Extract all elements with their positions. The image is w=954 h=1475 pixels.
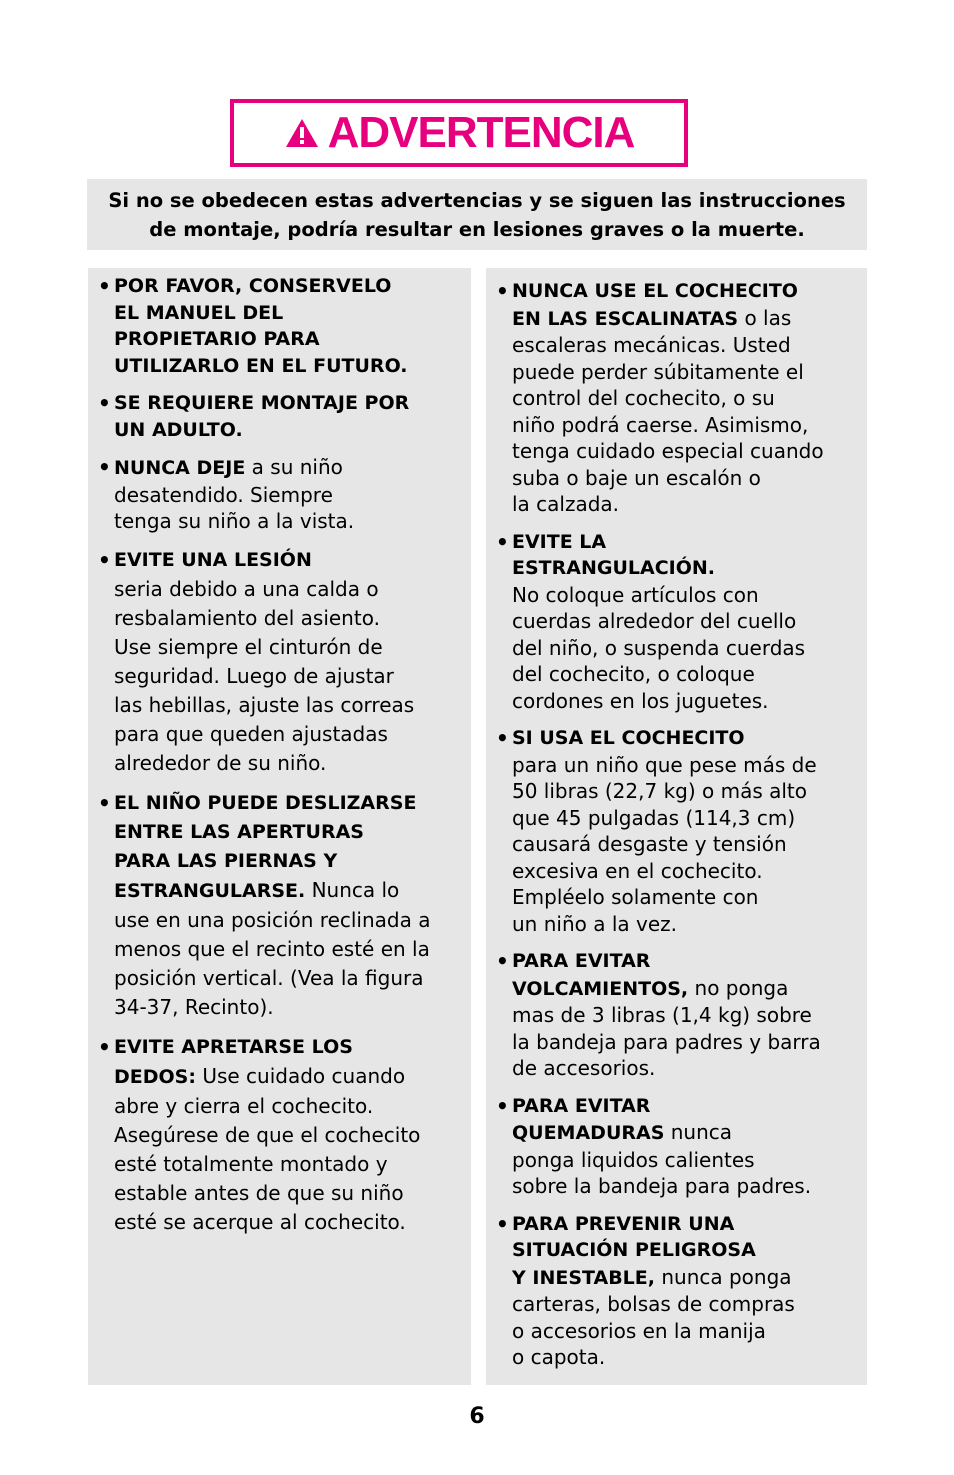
item-text: un niño a la vez. <box>512 911 677 936</box>
item-text: Empléelo solamente con <box>512 885 759 909</box>
warning-item-avoid-injury <box>98 546 459 778</box>
bullet: • <box>496 1093 509 1118</box>
warning-item-tipping <box>496 948 855 1082</box>
item-text: del niño, o suspenda cuerdas <box>512 635 806 660</box>
item-heading: ENTRE LAS APERTURAS <box>114 820 364 843</box>
item-heading: SE REQUIERE MONTAJE POR <box>114 392 410 414</box>
intro-line: Si no se obedecen estas advertencias y se siguen las instrucciones <box>108 189 846 212</box>
warning-item-weight-limit <box>496 725 855 937</box>
item-text: tenga cuidado especial cuando <box>512 439 824 463</box>
item-text: posición vertical. (Vea la figura <box>114 965 424 990</box>
item-text: menos que el recinto esté en la <box>114 936 430 961</box>
item-heading: EN LAS ESCALINATAS <box>512 307 739 330</box>
item-line <box>512 1119 855 1147</box>
item-text: control del cochecito, o su <box>512 386 775 410</box>
item-heading: PROPIETARIO PARA <box>114 328 320 350</box>
item-text: desatendido. Siempre <box>114 482 333 507</box>
item-heading: SI USA EL COCHECITO <box>512 727 745 749</box>
item-text: resbalamiento del asiento. <box>114 605 380 630</box>
warning-item-adult-assembly <box>98 390 459 443</box>
item-heading: EVITE APRETARSE LOS <box>114 1035 353 1058</box>
item-text: puede perder súbitamente el <box>512 359 804 384</box>
bullet: • <box>98 391 111 415</box>
item-text: esté totalmente montado y <box>114 1151 388 1176</box>
item-text: suba o baje un escalón o <box>512 465 761 490</box>
item-heading: EL MANUEL DEL <box>114 301 284 324</box>
item-text: tenga su niño a la vista. <box>114 509 355 533</box>
item-heading: SITUACIÓN PELIGROSA <box>512 1239 756 1261</box>
item-text: del cochecito, o coloque <box>512 662 755 686</box>
right-column <box>486 268 867 1385</box>
item-line <box>512 1264 855 1292</box>
warning-item-keep-manual <box>98 273 459 379</box>
item-heading: ESTRANGULACIÓN. <box>512 557 715 579</box>
bullet: • <box>496 949 509 973</box>
bullet: • <box>98 274 111 298</box>
item-heading: Y INESTABLE, <box>512 1266 655 1289</box>
item-text: nunca ponga <box>654 1264 792 1289</box>
warning-item-pinch-fingers <box>98 1033 459 1237</box>
item-text: escaleras mecánicas. Usted <box>512 333 791 357</box>
intro-line: de montaje, podría resultar en lesiones graves o la muerte. <box>149 218 805 241</box>
item-line <box>114 1062 459 1092</box>
warning-item-slip-through <box>98 789 459 1022</box>
page-title: ADVERTENCIA <box>327 108 635 157</box>
item-text: o capota. <box>512 1345 606 1369</box>
warning-header <box>230 99 688 167</box>
item-line <box>114 454 459 482</box>
item-heading: DEDOS: <box>114 1065 196 1088</box>
item-text: las hebillas, ajuste las correas <box>114 692 415 717</box>
bullet: • <box>98 547 111 572</box>
item-text: esté se acerque al cochecito. <box>114 1209 406 1234</box>
item-heading: QUEMADURAS <box>512 1122 665 1144</box>
item-text: sobre la bandeja para padres. <box>512 1174 812 1198</box>
item-heading: NUNCA USE EL COCHECITO <box>512 280 798 302</box>
bullet: • <box>496 726 509 750</box>
item-text: no ponga <box>688 975 789 1000</box>
item-text: Nunca lo <box>305 877 400 902</box>
item-line <box>114 876 459 906</box>
item-text: para un niño que pese más de <box>512 752 817 777</box>
bullet: • <box>98 790 111 815</box>
warning-item-burns <box>496 1093 855 1200</box>
bullet: • <box>496 1211 509 1236</box>
item-text: alrededor de su niño. <box>114 750 327 775</box>
item-heading: EVITE UNA LESIÓN <box>114 548 312 571</box>
item-text: 34-37, Recinto). <box>114 994 274 1019</box>
item-text: cordones en los juguetes. <box>512 688 769 713</box>
item-line <box>512 305 855 333</box>
intro-banner <box>87 179 867 250</box>
item-text: seguridad. Luego de ajustar <box>114 663 394 688</box>
warning-triangle-icon <box>284 117 320 149</box>
item-text: la bandeja para padres y barra <box>512 1029 821 1054</box>
item-heading: NUNCA DEJE <box>114 457 246 479</box>
item-text: use en una posición reclinada a <box>114 907 431 932</box>
item-text: causará desgaste y tensión <box>512 832 787 856</box>
item-text: mas de 3 libras (1,4 kg) sobre <box>512 1003 812 1027</box>
item-text: carteras, bolsas de compras <box>512 1292 795 1316</box>
bullet: • <box>98 455 111 479</box>
item-text: excesiva en el cochecito. <box>512 858 763 883</box>
item-line <box>512 975 855 1003</box>
item-text: seria debido a una calda o <box>114 576 379 601</box>
item-text: Use cuidado cuando <box>195 1063 406 1088</box>
item-heading: PARA EVITAR <box>512 1094 651 1117</box>
item-text: la calzada. <box>512 492 620 516</box>
item-heading: POR FAVOR, CONSERVELO <box>114 275 392 297</box>
warning-item-stairs <box>496 278 855 518</box>
item-heading: ESTRANGULARSE. <box>114 879 306 902</box>
bullet: • <box>496 279 509 303</box>
item-text: niño podrá caerse. Asimismo, <box>512 412 809 437</box>
item-text: Asegúrese de que el cochecito <box>114 1122 421 1147</box>
item-text: nunca <box>664 1120 733 1144</box>
item-text: No coloque artículos con <box>512 582 759 607</box>
warning-item-never-leave <box>98 454 459 535</box>
item-heading: EL NIÑO PUEDE DESLIZARSE <box>114 791 417 814</box>
item-text: a su niño <box>245 455 343 479</box>
item-text: para que queden ajustadas <box>114 721 388 746</box>
item-heading: PARA LAS PIERNAS Y <box>114 849 338 872</box>
item-heading: UN ADULTO. <box>114 418 243 441</box>
item-text: cuerdas alrededor del cuello <box>512 609 797 633</box>
item-text: de accesorios. <box>512 1056 656 1080</box>
item-text: ponga liquidos calientes <box>512 1147 755 1172</box>
item-text: o las <box>738 305 792 330</box>
item-text: o accesorios en la manija <box>512 1318 766 1343</box>
item-text: estable antes de que su niño <box>114 1180 404 1205</box>
page-number: 6 <box>469 1404 485 1429</box>
item-text: abre y cierra el cochecito. <box>114 1093 374 1118</box>
item-heading: PARA PREVENIR UNA <box>512 1212 735 1235</box>
item-text: que 45 pulgadas (114,3 cm) <box>512 805 796 830</box>
bullet: • <box>496 529 509 554</box>
item-heading: VOLCAMIENTOS, <box>512 977 689 1000</box>
warning-item-instability <box>496 1211 855 1371</box>
warning-item-strangulation <box>496 529 855 715</box>
item-heading: EVITE LA <box>512 530 607 553</box>
item-text: Use siempre el cinturón de <box>114 634 383 659</box>
item-heading: UTILIZARLO EN EL FUTURO. <box>114 354 408 377</box>
left-column <box>88 268 471 1385</box>
bullet: • <box>98 1034 111 1059</box>
item-text: 50 libras (22,7 kg) o más alto <box>512 779 807 803</box>
item-heading: PARA EVITAR <box>512 950 651 972</box>
